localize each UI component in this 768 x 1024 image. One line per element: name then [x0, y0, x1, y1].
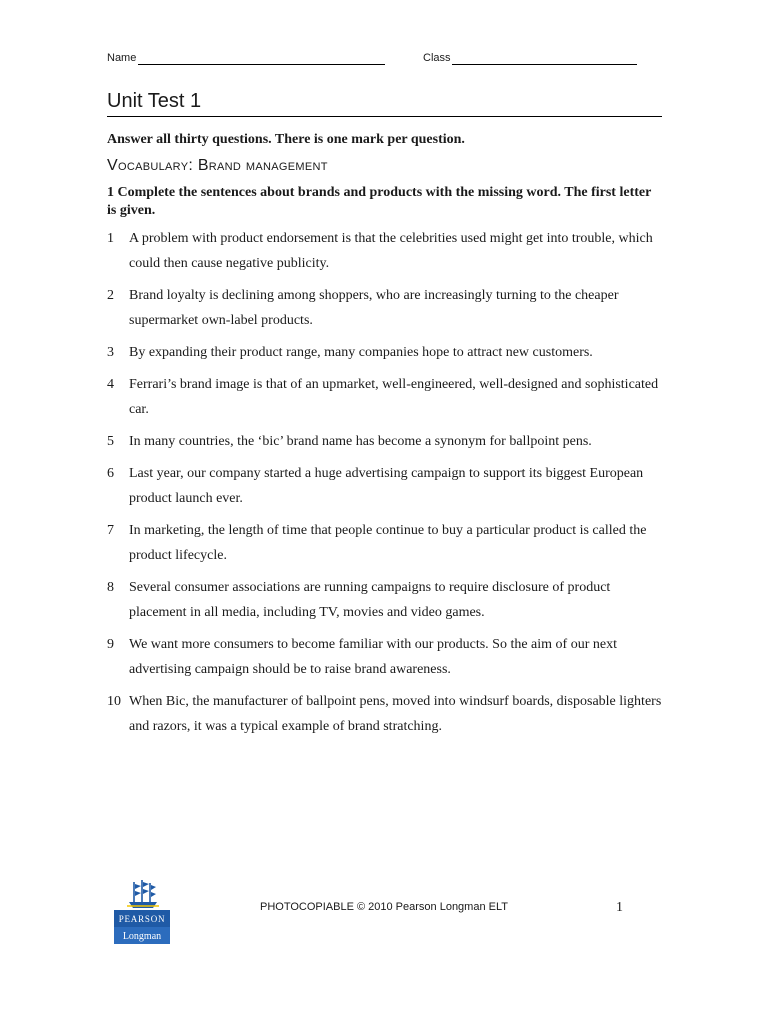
question-number: 3 [107, 345, 114, 360]
copyright-footer: PHOTOCOPIABLE © 2010 Pearson Longman ELT [260, 901, 508, 913]
question-item [107, 340, 662, 365]
question-text: Several consumer associations are running campaigns to require disclosure of product placement in all media, including TV, movies and video games. [129, 580, 611, 620]
question-item [107, 283, 662, 333]
instructions: Answer all thirty questions. There is one mark per question. [107, 132, 465, 147]
logo-text-top: PEARSON [118, 914, 166, 924]
logo-text-bottom: Longman [122, 931, 162, 942]
class-field-line[interactable] [452, 64, 637, 65]
question-text: In many countries, the ‘bic’ brand name has become a synonym for ballpoint pens. [129, 434, 592, 449]
question-number: 8 [107, 580, 114, 595]
question-number: 1 [107, 231, 114, 246]
question-item [107, 575, 662, 625]
page-title: Unit Test 1 [107, 90, 202, 112]
question-text: By expanding their product range, many companies hope to attract new customers. [129, 345, 593, 360]
question-number: 5 [107, 434, 114, 449]
title-divider [107, 116, 662, 117]
question-list [107, 226, 662, 746]
question-number: 7 [107, 523, 114, 538]
page-number: 1 [616, 900, 623, 915]
question-text: Brand loyalty is declining among shoppers, who are increasingly turning to the cheaper supermarket own-label products. [129, 288, 619, 328]
question-item [107, 429, 662, 454]
question-text: In marketing, the length of time that people continue to buy a particular product is called the product lifecycle. [129, 523, 647, 563]
name-label: Name [107, 52, 137, 64]
question-item [107, 518, 662, 568]
exercise-intro: 1 Complete the sentences about brands and products with the missing word. The first letter is given. [107, 185, 652, 218]
pearson-longman-logo [114, 880, 170, 944]
question-item [107, 226, 662, 276]
question-number: 9 [107, 637, 114, 652]
question-text: A problem with product endorsement is that the celebrities used might get into trouble, which could then cause negative publicity. [129, 231, 653, 271]
question-text: We want more consumers to become familiar with our products. So the aim of our next advertising campaign should be to raise brand awareness. [129, 637, 617, 677]
question-item [107, 372, 662, 422]
name-class-header [107, 52, 647, 68]
ship-icon [127, 880, 159, 908]
class-label: Class [423, 52, 451, 64]
name-field-line[interactable] [138, 64, 385, 65]
question-number: 4 [107, 377, 114, 392]
question-item [107, 461, 662, 511]
question-number: 6 [107, 466, 114, 481]
question-item [107, 689, 662, 739]
section-heading: Vocabulary: Brand management [107, 157, 328, 174]
question-text: Last year, our company started a huge advertising campaign to support its biggest European product launch ever. [129, 466, 644, 506]
question-number: 2 [107, 288, 114, 303]
question-number: 10 [107, 694, 121, 709]
question-item [107, 632, 662, 682]
question-text: Ferrari’s brand image is that of an upmarket, well-engineered, well-designed and sophisticated car. [129, 377, 659, 417]
question-text: When Bic, the manufacturer of ballpoint pens, moved into windsurf boards, disposable lighters and razors, it was a typical example of brand stratching. [129, 694, 662, 734]
